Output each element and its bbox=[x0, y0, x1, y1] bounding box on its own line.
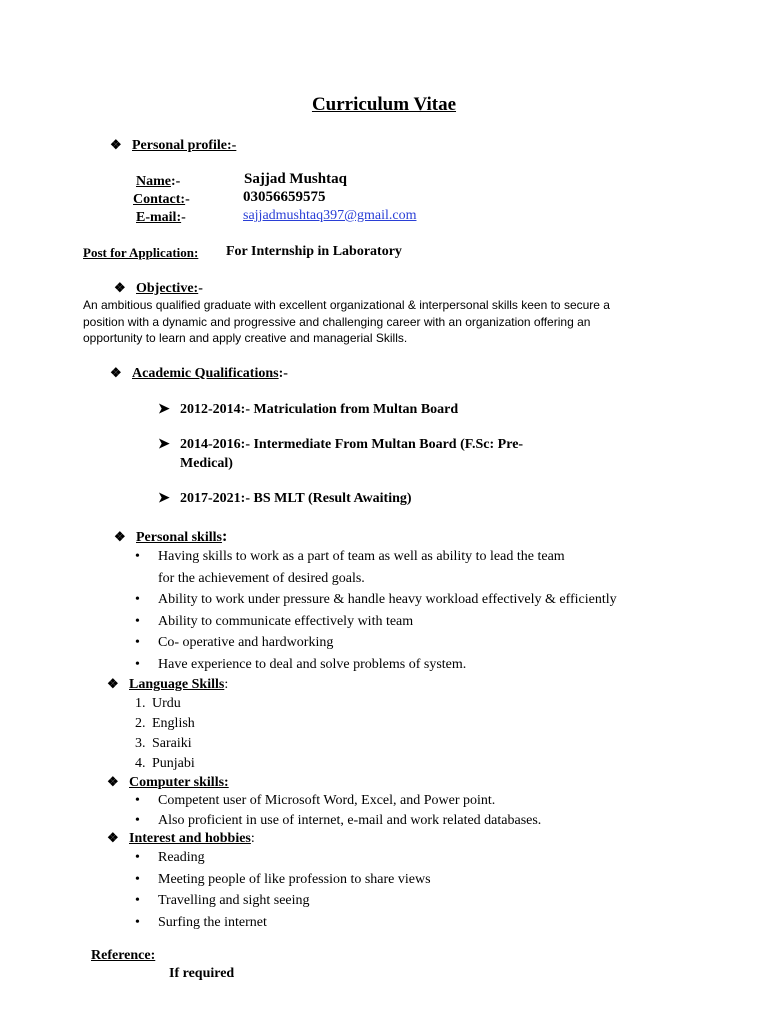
list-item: • Ability to communicate effectively with team bbox=[135, 611, 617, 633]
list-number: 1. bbox=[135, 696, 146, 711]
list-item-continued: for the achievement of desired goals. bbox=[158, 570, 365, 586]
list-number: 3. bbox=[135, 736, 146, 751]
list-item: • Ability to work under pressure & handle heavy workload effectively & efficiently bbox=[135, 589, 617, 611]
diamond-bullet-icon: ❖ bbox=[114, 280, 126, 295]
email-link[interactable]: sajjadmushtaq397@gmail.com bbox=[243, 208, 417, 223]
academic-heading bbox=[110, 365, 288, 382]
objective-text bbox=[83, 297, 610, 347]
diamond-bullet-icon: ❖ bbox=[107, 676, 119, 691]
objective-line: opportunity to learn and apply creative and managerial Skills. bbox=[83, 331, 408, 345]
bullet-icon: • bbox=[135, 793, 140, 808]
email-label: E-mail: bbox=[136, 210, 182, 225]
objective-heading bbox=[114, 280, 203, 297]
bullet-icon: • bbox=[135, 850, 140, 865]
bullet-icon: • bbox=[135, 549, 140, 564]
objective-label: Objective: bbox=[136, 281, 199, 296]
list-item: • Surfing the internet bbox=[135, 912, 431, 934]
diamond-bullet-icon: ❖ bbox=[110, 137, 122, 152]
bullet-icon: • bbox=[135, 914, 140, 930]
bullet-icon: • bbox=[135, 592, 140, 607]
qualification-text-continued: Medical) bbox=[180, 456, 233, 471]
personal-skills-label-suffix: : bbox=[221, 528, 228, 545]
qualification-text: 2012-2014:- Matriculation from Multan Board bbox=[180, 402, 459, 417]
qualification-item bbox=[158, 489, 412, 508]
list-number: 4. bbox=[135, 756, 146, 771]
email-label-suffix: - bbox=[181, 210, 186, 225]
language-skills-label: Language Skills bbox=[129, 677, 225, 692]
list-item: • Meeting people of like profession to share views bbox=[135, 869, 431, 891]
qualification-item bbox=[158, 435, 523, 473]
name-value: Sajjad Mushtaq bbox=[244, 171, 347, 187]
qualification-text: 2017-2021:- BS MLT (Result Awaiting) bbox=[180, 491, 412, 506]
computer-skills-label: Computer skills: bbox=[129, 775, 229, 790]
reference-label: Reference: bbox=[91, 948, 156, 963]
personal-skills-list bbox=[135, 546, 617, 675]
personal-skills-label: Personal skills bbox=[136, 530, 222, 545]
diamond-bullet-icon: ❖ bbox=[107, 774, 119, 789]
bullet-icon: • bbox=[135, 871, 140, 887]
qualification-item bbox=[158, 400, 458, 419]
list-number: 2. bbox=[135, 716, 146, 731]
list-item: • Reading bbox=[135, 847, 431, 869]
post-value: For Internship in Laboratory bbox=[226, 244, 402, 259]
contact-value: 03056659575 bbox=[243, 189, 326, 205]
page-title: Curriculum Vitae bbox=[311, 94, 457, 115]
list-item: • Competent user of Microsoft Word, Excel, and Power point. bbox=[135, 791, 541, 811]
language-skills-label-suffix: : bbox=[224, 677, 229, 692]
diamond-bullet-icon: ❖ bbox=[114, 529, 126, 544]
list-item: • Have experience to deal and solve problems of system. bbox=[135, 654, 617, 676]
email-row bbox=[136, 208, 186, 226]
objective-line: position with a dynamic and progressive and challenging career with an organization offering an bbox=[83, 314, 591, 329]
list-item: 1. Urdu bbox=[135, 694, 195, 714]
objective-line: An ambitious qualified graduate with excellent organizational & interpersonal skills keen to secure a bbox=[83, 298, 610, 312]
personal-profile-label: Personal profile:- bbox=[132, 138, 237, 153]
qualification-text: 2014-2016:- Intermediate From Multan Board (F.Sc: Pre- bbox=[180, 437, 524, 452]
list-item: • Also proficient in use of internet, e-mail and work related databases. bbox=[135, 811, 541, 831]
bullet-icon: • bbox=[135, 613, 140, 629]
bullet-icon: • bbox=[135, 813, 140, 828]
objective-label-suffix: - bbox=[198, 281, 203, 296]
arrow-bullet-icon: ➤ bbox=[158, 491, 170, 506]
personal-skills-heading bbox=[114, 528, 227, 546]
hobbies-heading bbox=[107, 830, 255, 847]
computer-skills-list bbox=[135, 791, 541, 831]
contact-label-suffix: - bbox=[185, 192, 190, 207]
list-item: 4. Punjabi bbox=[135, 754, 195, 774]
diamond-bullet-icon: ❖ bbox=[107, 830, 119, 845]
hobbies-list bbox=[135, 847, 431, 933]
academic-label: Academic Qualifications bbox=[132, 366, 279, 381]
bullet-icon: • bbox=[135, 893, 140, 908]
list-item: 3. Saraiki bbox=[135, 734, 195, 754]
list-item: • Co- operative and hardworking bbox=[135, 632, 617, 654]
list-item: • Travelling and sight seeing bbox=[135, 890, 431, 912]
name-row bbox=[136, 172, 180, 190]
computer-skills-heading bbox=[107, 774, 229, 791]
hobbies-label-suffix: : bbox=[250, 831, 255, 846]
list-item: • Having skills to work as a part of team as well as ability to lead the team bbox=[135, 546, 617, 568]
post-label: Post for Application: bbox=[83, 245, 199, 260]
name-label: Name bbox=[136, 174, 171, 189]
arrow-bullet-icon: ➤ bbox=[158, 402, 170, 417]
arrow-bullet-icon: ➤ bbox=[158, 437, 170, 452]
bullet-icon: • bbox=[135, 656, 140, 672]
list-item: 2. English bbox=[135, 714, 195, 734]
personal-profile-heading bbox=[110, 137, 236, 154]
diamond-bullet-icon: ❖ bbox=[110, 365, 122, 380]
contact-label: Contact: bbox=[133, 192, 186, 207]
language-list bbox=[135, 694, 195, 774]
hobbies-label: Interest and hobbies bbox=[129, 831, 251, 846]
language-skills-heading bbox=[107, 676, 228, 693]
bullet-icon: • bbox=[135, 635, 140, 650]
contact-row bbox=[133, 190, 190, 208]
academic-label-suffix: :- bbox=[278, 366, 288, 381]
name-label-suffix: :- bbox=[171, 174, 181, 189]
reference-value: If required bbox=[169, 966, 235, 981]
